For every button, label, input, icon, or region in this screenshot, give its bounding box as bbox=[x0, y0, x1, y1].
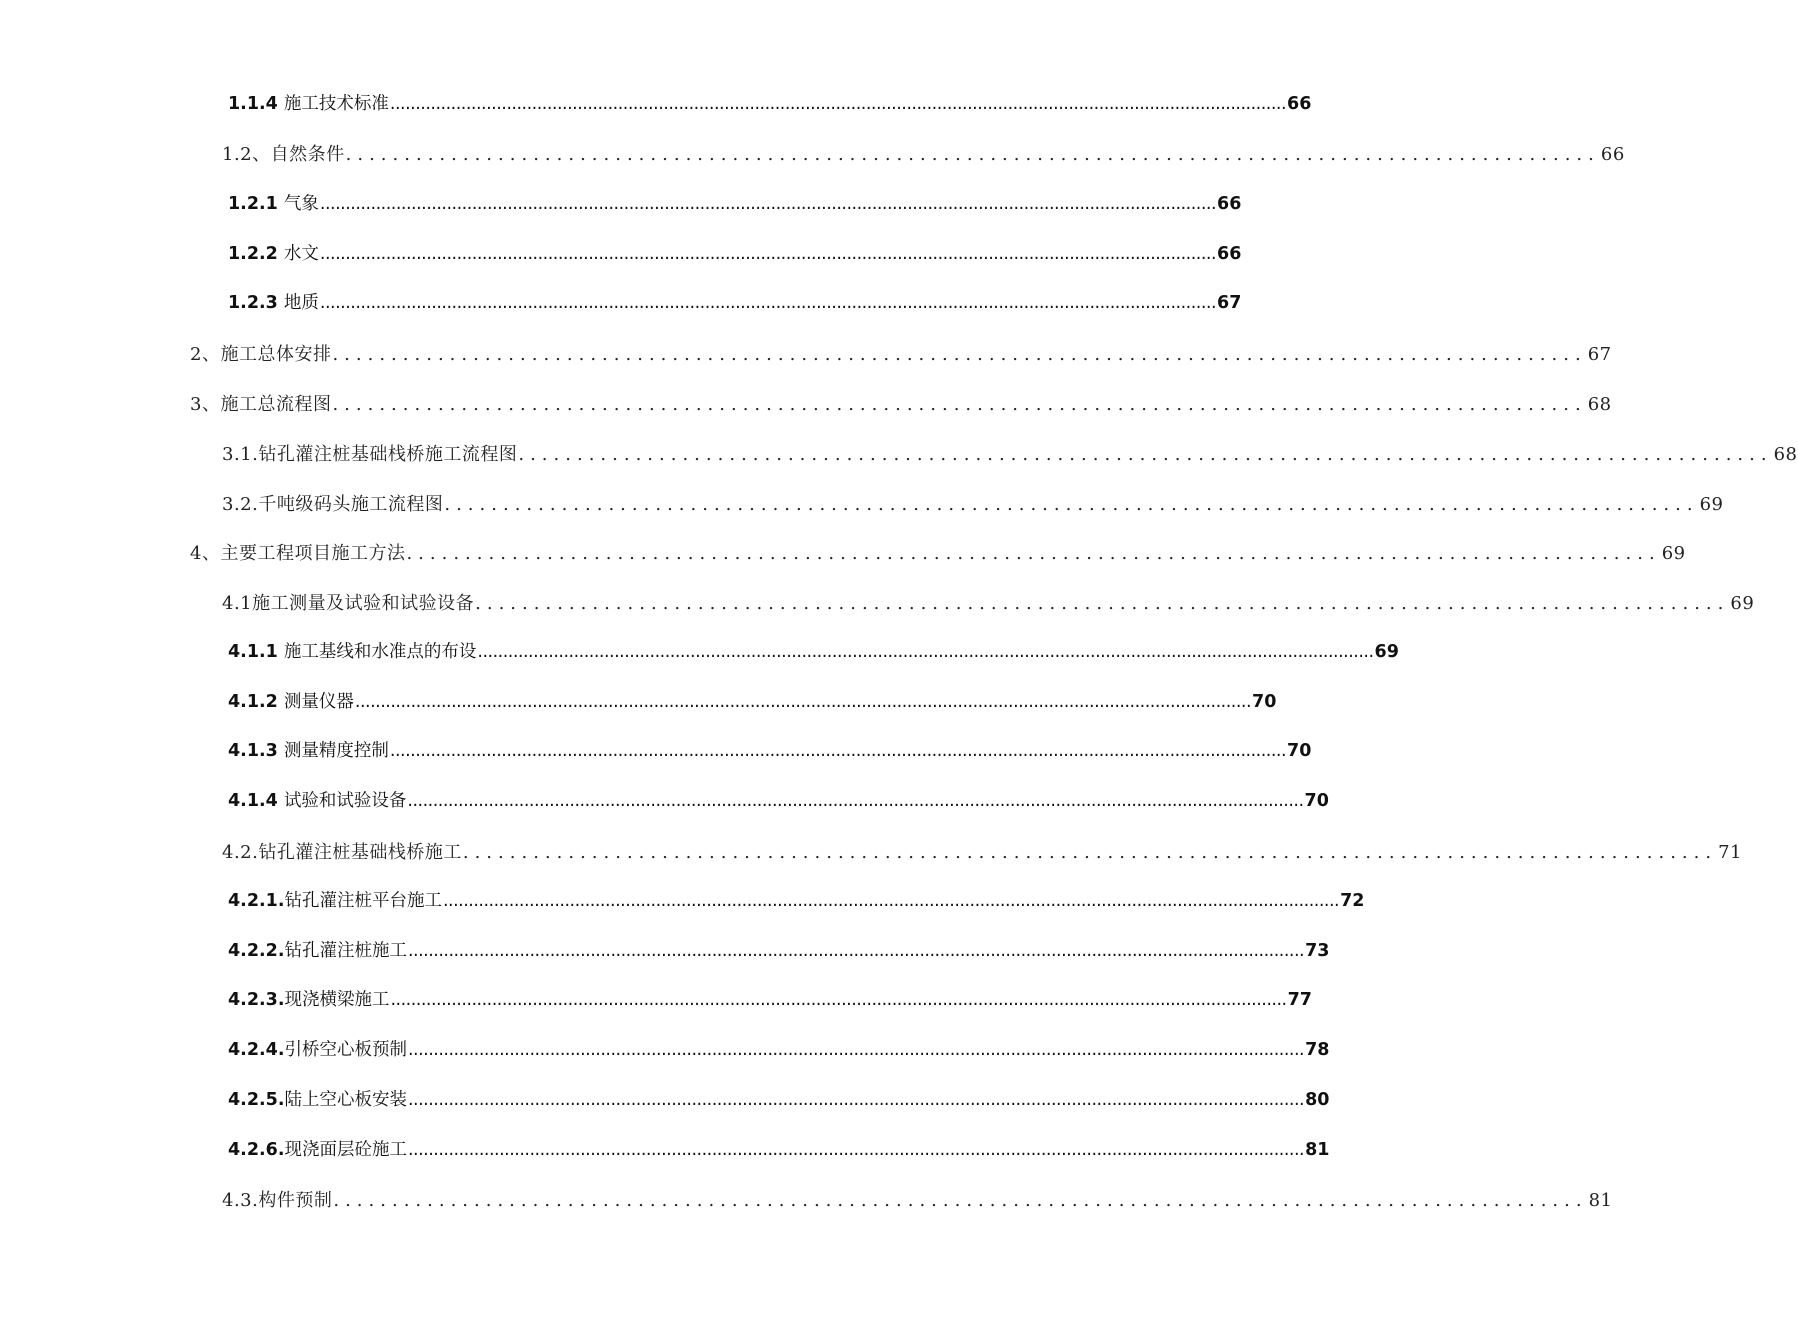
dot-leader: ........................................................................................................... bbox=[333, 1190, 1588, 1211]
toc-title: 水文 bbox=[283, 244, 319, 264]
toc-number: 1.2.2 bbox=[228, 244, 278, 264]
toc-title: 现浇面层砼施工 bbox=[284, 1140, 407, 1160]
toc-page-number: 67 bbox=[1587, 344, 1612, 365]
toc-entry-1-2-3[interactable] bbox=[228, 289, 1242, 319]
toc-entry-4-2-6[interactable] bbox=[228, 1136, 1330, 1166]
toc-title: 现浇横梁施工 bbox=[284, 990, 390, 1010]
toc-number: 4.2.3. bbox=[228, 990, 285, 1010]
dot-leader: ................................................................................................................................................................................. bbox=[407, 1140, 1305, 1160]
toc-title: 地质 bbox=[283, 293, 319, 313]
toc-page-number: 67 bbox=[1217, 293, 1242, 313]
dot-leader: ................................................................................................................................................................................. bbox=[389, 741, 1287, 761]
toc-entry-4-1-3[interactable] bbox=[228, 737, 1312, 767]
toc-number: 4.2.1. bbox=[228, 891, 285, 911]
dot-leader: ................................................................................................................................................................................. bbox=[389, 94, 1287, 114]
toc-entry-3-2[interactable] bbox=[222, 490, 1724, 520]
toc-number: 3.2. bbox=[222, 494, 259, 515]
toc-entry-4[interactable] bbox=[190, 539, 1686, 569]
toc-number: 1.2.1 bbox=[228, 194, 278, 214]
dot-leader: ........................................................................................................... bbox=[345, 144, 1600, 165]
toc-page-number: 69 bbox=[1374, 642, 1399, 662]
toc-number: 1.1.4 bbox=[228, 94, 278, 114]
toc-number: 4.2.2. bbox=[228, 941, 285, 961]
dot-leader: ........................................................................................................... bbox=[444, 494, 1699, 515]
toc-title: 钻孔灌注桩基础栈桥施工流程图 bbox=[258, 444, 518, 465]
toc-entry-4-3[interactable] bbox=[222, 1186, 1613, 1216]
toc-title: 试验和试验设备 bbox=[283, 791, 407, 811]
toc-number: 2、 bbox=[190, 344, 221, 365]
toc-page-number: 66 bbox=[1217, 244, 1242, 264]
toc-number: 3.1. bbox=[222, 444, 259, 465]
toc-page-number: 68 bbox=[1773, 444, 1798, 465]
dot-leader: ........................................................................................................... bbox=[332, 344, 1587, 365]
toc-page-number: 66 bbox=[1287, 94, 1312, 114]
toc-number: 4.2.5. bbox=[228, 1090, 285, 1110]
toc-page-number: 72 bbox=[1340, 891, 1365, 911]
toc-page-number: 80 bbox=[1305, 1090, 1330, 1110]
dot-leader: ................................................................................................................................................................................. bbox=[354, 692, 1252, 712]
dot-leader: ................................................................................................................................................................................. bbox=[319, 244, 1217, 264]
toc-entry-4-2[interactable] bbox=[222, 838, 1742, 868]
toc-page-number: 70 bbox=[1287, 741, 1312, 761]
toc-number: 4.2. bbox=[222, 842, 259, 863]
toc-entry-3[interactable] bbox=[190, 390, 1612, 420]
dot-leader: ................................................................................................................................................................................. bbox=[407, 941, 1305, 961]
toc-number: 1.2、 bbox=[222, 144, 271, 165]
toc-number: 4.2.6. bbox=[228, 1140, 285, 1160]
dot-leader: ................................................................................................................................................................................. bbox=[407, 1090, 1305, 1110]
toc-entry-4-2-3[interactable] bbox=[228, 986, 1312, 1016]
toc-title: 陆上空心板安装 bbox=[284, 1090, 407, 1110]
toc-entry-4-1-4[interactable] bbox=[228, 787, 1329, 817]
toc-title: 钻孔灌注桩施工 bbox=[284, 941, 407, 961]
dot-leader: ................................................................................................................................................................................. bbox=[390, 990, 1287, 1010]
toc-title: 自然条件 bbox=[270, 144, 345, 165]
toc-title: 构件预制 bbox=[258, 1190, 333, 1211]
dot-leader: ........................................................................................................... bbox=[406, 543, 1661, 564]
toc-page-number: 70 bbox=[1252, 692, 1277, 712]
toc-entry-4-2-5[interactable] bbox=[228, 1086, 1330, 1116]
toc-page-number: 73 bbox=[1305, 941, 1330, 961]
toc-number: 3、 bbox=[190, 394, 221, 415]
toc-page-number: 70 bbox=[1304, 791, 1329, 811]
dot-leader: ................................................................................................................................................................................. bbox=[319, 293, 1217, 313]
toc-page-number: 81 bbox=[1588, 1190, 1613, 1211]
dot-leader: ................................................................................................................................................................................. bbox=[319, 194, 1217, 214]
dot-leader: ........................................................................................................... bbox=[475, 593, 1730, 614]
toc-entry-4-2-2[interactable] bbox=[228, 937, 1330, 967]
toc-title: 钻孔灌注桩平台施工 bbox=[284, 891, 442, 911]
toc-number: 4.1.4 bbox=[228, 791, 278, 811]
toc-entry-4-2-4[interactable] bbox=[228, 1036, 1330, 1066]
dot-leader: ................................................................................................................................................................................. bbox=[407, 1040, 1305, 1060]
toc-number: 4.1.2 bbox=[228, 692, 278, 712]
toc-entry-4-1-1[interactable] bbox=[228, 638, 1399, 668]
dot-leader: ................................................................................................................................................................................. bbox=[442, 891, 1340, 911]
toc-title: 施工总流程图 bbox=[220, 394, 332, 415]
toc-page-number: 77 bbox=[1287, 990, 1312, 1010]
toc-number: 1.2.3 bbox=[228, 293, 278, 313]
dot-leader: ........................................................................................................... bbox=[332, 394, 1587, 415]
toc-entry-1-2[interactable] bbox=[222, 140, 1625, 170]
toc-title: 测量仪器 bbox=[283, 692, 354, 712]
toc-number: 4.1.1 bbox=[228, 642, 278, 662]
toc-number: 4.2.4. bbox=[228, 1040, 285, 1060]
toc-title: 施工基线和水准点的布设 bbox=[283, 642, 477, 662]
toc-page-number: 81 bbox=[1305, 1140, 1330, 1160]
toc-number: 4.3. bbox=[222, 1190, 259, 1211]
toc-title: 钻孔灌注桩基础栈桥施工 bbox=[258, 842, 462, 863]
toc-entry-4-1-2[interactable] bbox=[228, 688, 1277, 718]
dot-leader: ........................................................................................................... bbox=[518, 444, 1773, 465]
toc-title: 施工测量及试验和试验设备 bbox=[252, 593, 475, 614]
toc-title: 施工总体安排 bbox=[220, 344, 332, 365]
toc-page-number: 69 bbox=[1699, 494, 1724, 515]
toc-page-number: 68 bbox=[1587, 394, 1612, 415]
toc-title: 测量精度控制 bbox=[283, 741, 389, 761]
toc-page-number: 66 bbox=[1217, 194, 1242, 214]
dot-leader: ................................................................................................................................................................................. bbox=[477, 642, 1374, 662]
toc-page-number: 69 bbox=[1730, 593, 1755, 614]
toc-entry-1-1-4[interactable] bbox=[228, 90, 1312, 120]
toc-entry-3-1[interactable] bbox=[222, 440, 1798, 470]
toc-entry-2[interactable] bbox=[190, 340, 1612, 370]
toc-number: 4、 bbox=[190, 543, 221, 564]
toc-title: 千吨级码头施工流程图 bbox=[258, 494, 444, 515]
dot-leader: ........................................................................................................... bbox=[462, 842, 1718, 863]
toc-entry-4-2-1[interactable] bbox=[228, 887, 1365, 917]
toc-title: 引桥空心板预制 bbox=[284, 1040, 407, 1060]
toc-page-number: 69 bbox=[1661, 543, 1686, 564]
toc-page-number: 71 bbox=[1718, 842, 1742, 863]
toc-title: 主要工程项目施工方法 bbox=[220, 543, 406, 564]
toc-title: 施工技术标准 bbox=[283, 94, 389, 114]
dot-leader: ................................................................................................................................................................................. bbox=[407, 791, 1304, 811]
toc-entry-4-1[interactable] bbox=[222, 589, 1755, 619]
toc-page-number: 66 bbox=[1600, 144, 1625, 165]
toc-number: 4.1.3 bbox=[228, 741, 278, 761]
toc-title: 气象 bbox=[283, 194, 319, 214]
toc-entry-1-2-1[interactable] bbox=[228, 190, 1242, 220]
toc-number: 4.1 bbox=[222, 593, 253, 614]
toc-entry-1-2-2[interactable] bbox=[228, 240, 1242, 270]
toc-page-number: 78 bbox=[1305, 1040, 1330, 1060]
